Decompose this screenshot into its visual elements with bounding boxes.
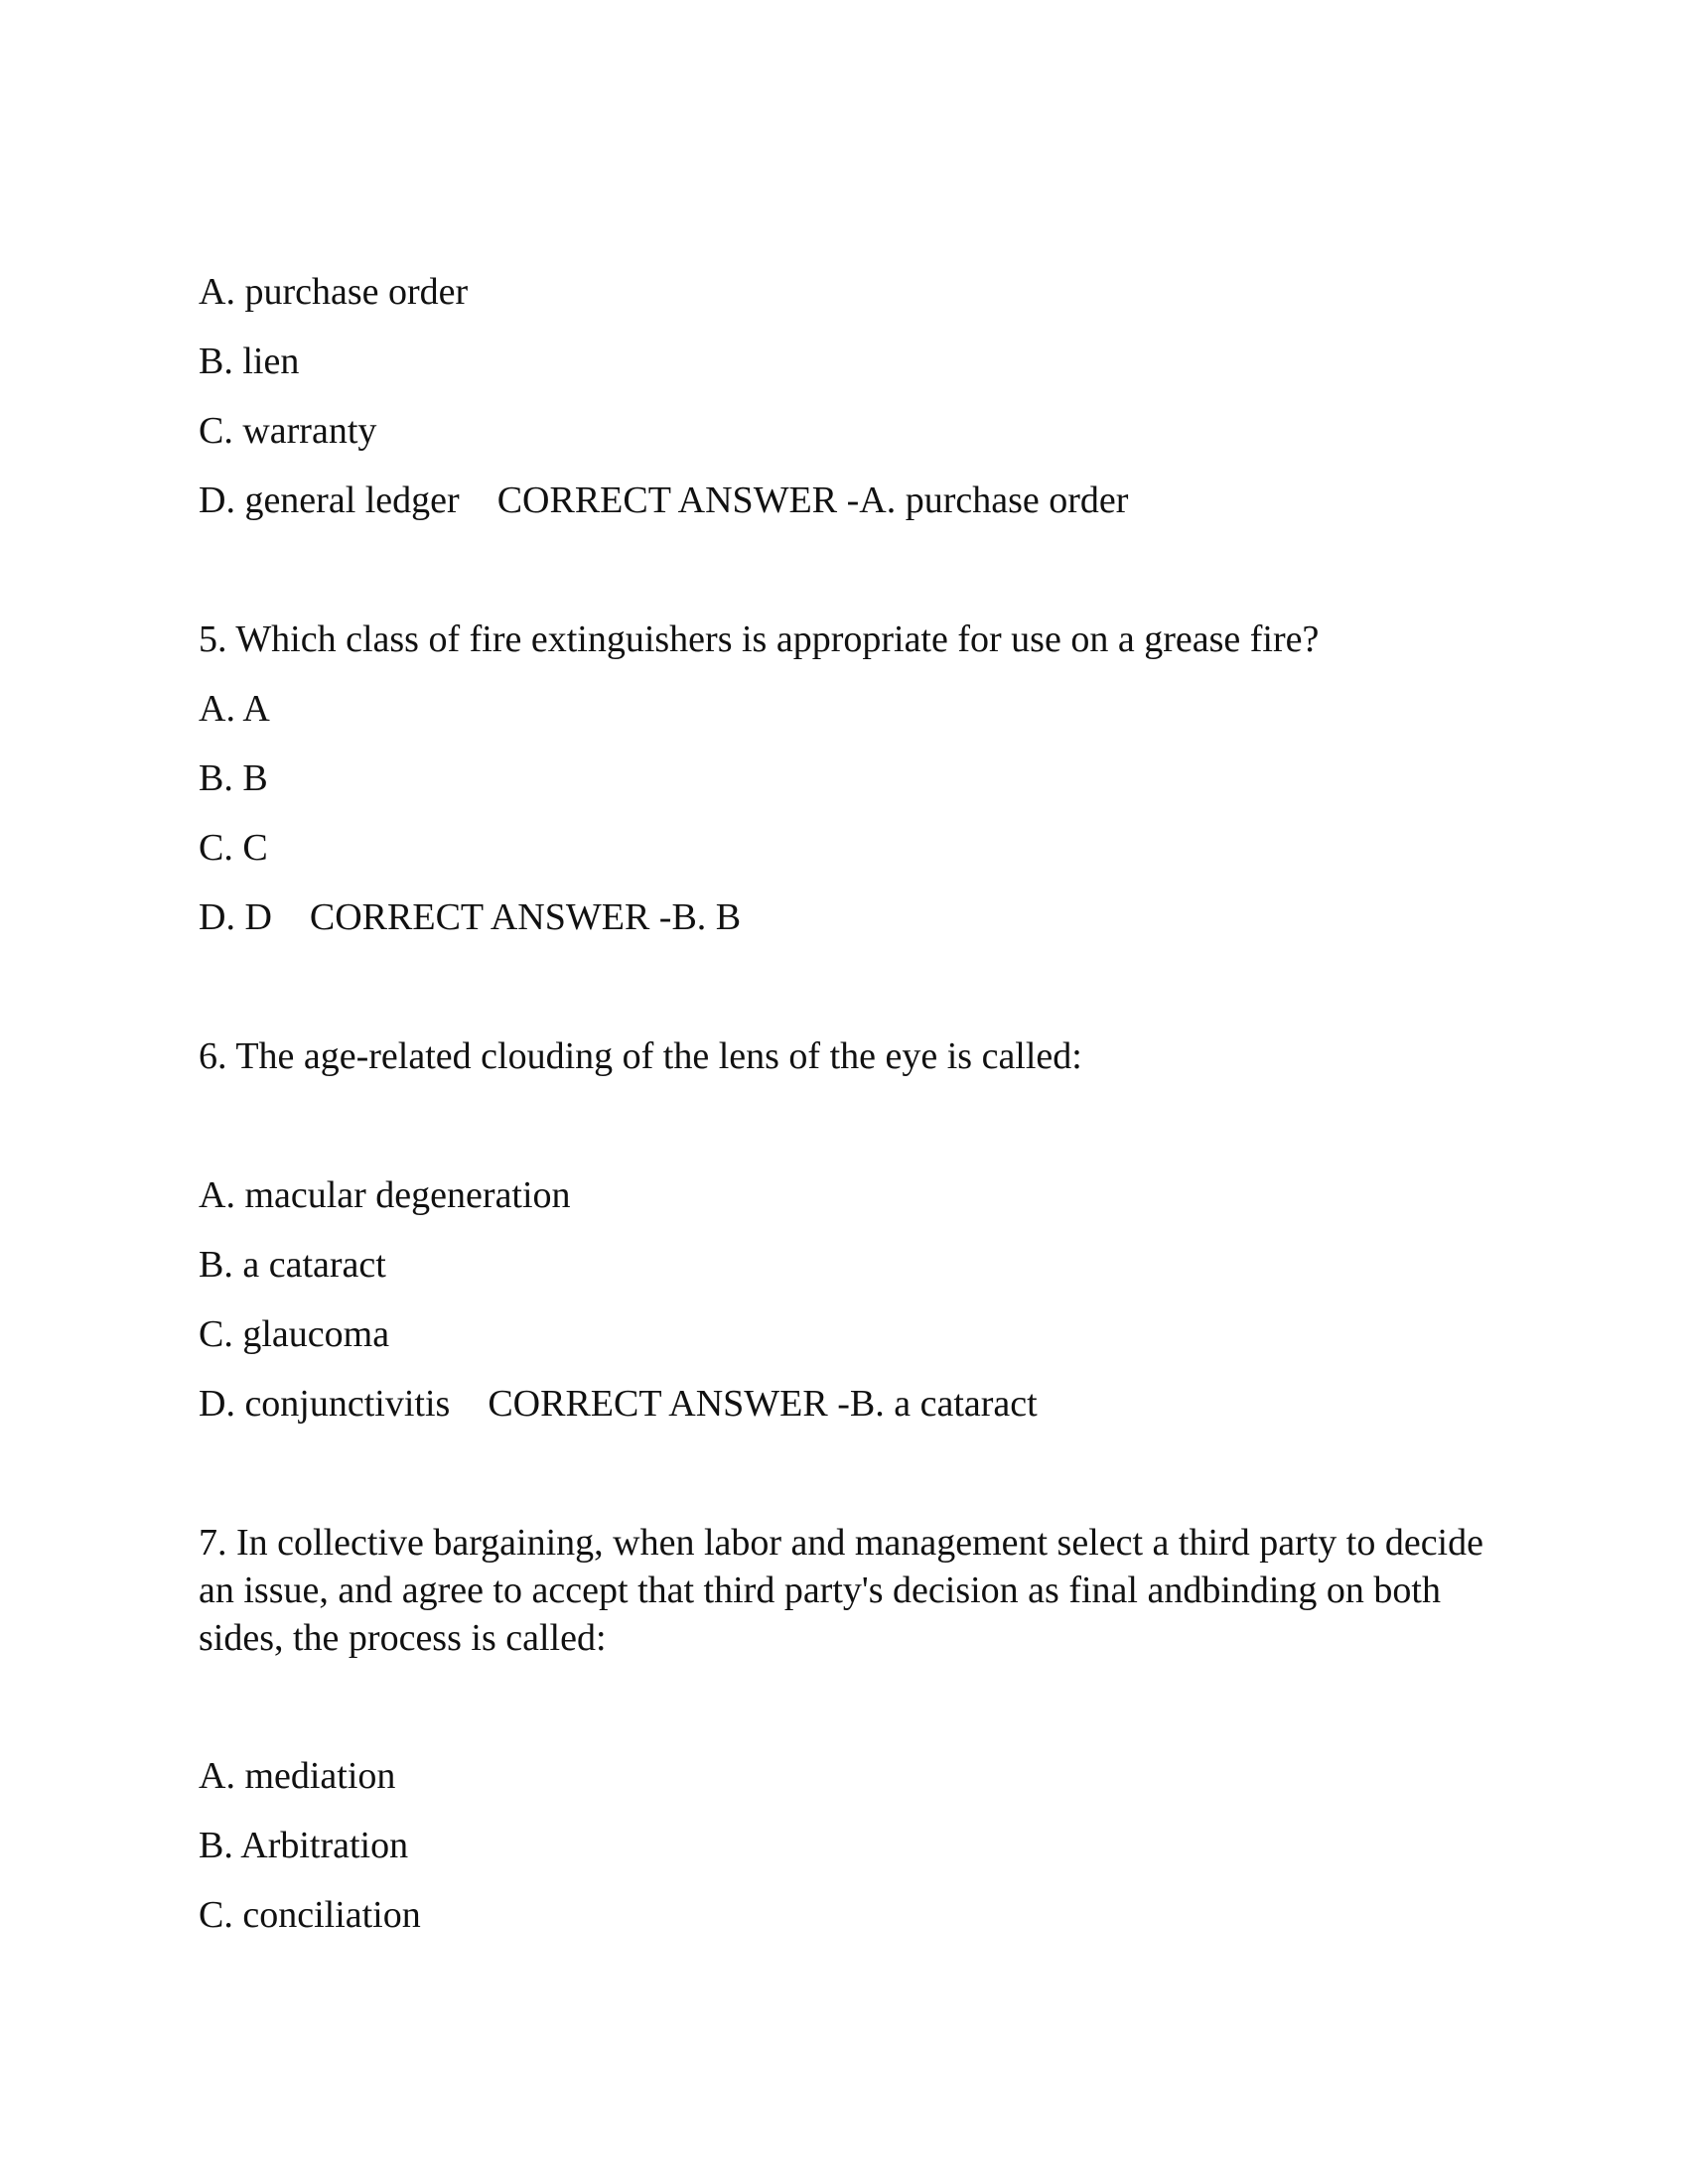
- q6-option-a: A. macular degeneration: [199, 1174, 571, 1216]
- q4-option-a: A. purchase order: [199, 271, 469, 313]
- q5-option-d-row: [199, 893, 741, 941]
- q4-option-c: C. warranty: [199, 410, 377, 452]
- q4-option-b: B. lien: [199, 341, 300, 382]
- q5-question: 5. Which class of fire extinguishers is appropriate for use on a grease fire?: [199, 618, 1320, 660]
- q5-option-b: B. B: [199, 757, 268, 799]
- q4-option-d-row: [199, 477, 1128, 524]
- q6-correct-answer: CORRECT ANSWER -B. a cataract: [488, 1383, 1038, 1425]
- q5-option-c: C. C: [199, 827, 268, 869]
- q6-option-d: D. conjunctivitis: [199, 1383, 451, 1425]
- q5-correct-answer: CORRECT ANSWER -B. B: [309, 896, 742, 938]
- q6-option-c: C. glaucoma: [199, 1313, 390, 1355]
- q6-option-d-row: [199, 1380, 1038, 1428]
- q4-correct-answer: CORRECT ANSWER -A. purchase order: [496, 479, 1129, 521]
- q7-question: 7. In collective bargaining, when labor and management select a third party to decide an issue, and agree to accept that third party's decision as final andbinding on both sides, the process is called:: [199, 1522, 1483, 1659]
- q7-option-b: B. Arbitration: [199, 1825, 409, 1866]
- q7-option-a: A. mediation: [199, 1755, 396, 1797]
- q6-question: 6. The age-related clouding of the lens of the eye is called:: [199, 1035, 1082, 1077]
- q6-option-b: B. a cataract: [199, 1244, 386, 1286]
- q7-option-c: C. conciliation: [199, 1894, 421, 1936]
- q4-option-d: D. general ledger: [199, 479, 460, 521]
- q5-option-a: A. A: [199, 688, 270, 730]
- q5-option-d: D. D: [199, 896, 272, 938]
